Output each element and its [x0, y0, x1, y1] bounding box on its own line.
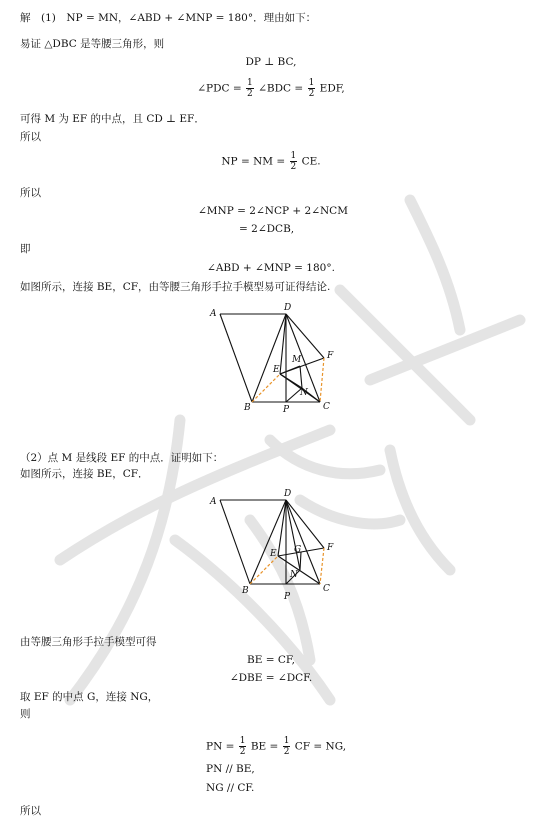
part2-line2: 由等腰三角形手拉手模型可得: [20, 636, 157, 648]
part1-eq2-c: EDF,: [319, 82, 345, 95]
part1-eq3-a: NP = NM =: [221, 155, 286, 168]
fig2-label-p: P: [284, 592, 291, 602]
part2-eq2: ∠DBE = ∠DCF.: [229, 672, 313, 684]
fig2-label-g: G: [294, 545, 302, 555]
part1-eq4: ∠MNP = 2∠NCP + 2∠NCM: [198, 205, 348, 217]
fig2-label-n: N: [290, 570, 298, 580]
figure-1: [200, 300, 350, 420]
part2-line1: 如图所示，连接 BE，CF．: [20, 468, 149, 480]
fig1-label-a: A: [210, 309, 217, 319]
fraction-half: $\frac{1}{2}$: [308, 78, 315, 99]
fig1-label-c: C: [323, 402, 330, 412]
fig2-label-d: D: [284, 489, 292, 499]
part1-line3: 所以: [20, 131, 41, 143]
fraction-half: $\frac{1}{2}$: [283, 736, 290, 757]
part1-line5: 即: [20, 243, 31, 255]
part1-eq2-b: ∠BDC =: [258, 82, 304, 95]
fig1-label-m: M: [292, 355, 302, 365]
part1-eq1: DP ⊥ BC,: [245, 56, 297, 68]
fig1-label-e: E: [273, 365, 280, 375]
fig1-label-n: N: [300, 388, 308, 398]
part2-eq3-a: PN =: [206, 740, 235, 753]
part2-line5: 所以: [20, 805, 41, 817]
fig2-label-c: C: [323, 584, 330, 594]
part2-eq3: [206, 736, 346, 757]
fig2-label-f: F: [327, 543, 334, 553]
fig2-label-a: A: [210, 497, 217, 507]
part1-eq6: ∠ABD + ∠MNP = 180°.: [207, 262, 335, 274]
part1-line2: 可得 M 为 EF 的中点，且 CD ⊥ EF．: [20, 113, 205, 125]
part2-eq5: NG // CF.: [206, 782, 255, 794]
fig1-label-b: B: [244, 403, 251, 413]
fraction-half: $\frac{1}{2}$: [239, 736, 246, 757]
part1-eq3: [0, 151, 542, 172]
part2-eq3-b: BE =: [250, 740, 279, 753]
fig1-label-d: D: [284, 303, 292, 313]
part1-eq5: = 2∠DCB,: [239, 223, 295, 235]
figure-2: [200, 484, 350, 606]
part2-eq3-c: CF = NG,: [294, 740, 347, 753]
fraction-half: $\frac{1}{2}$: [247, 78, 253, 99]
fig1-label-f: F: [327, 351, 334, 361]
part2-line4: 则: [20, 708, 31, 720]
part1-line1: 易证 △DBC 是等腰三角形，则: [20, 38, 165, 50]
part1-eq2-a: ∠PDC =: [197, 82, 242, 95]
part2-eq1: BE = CF,: [247, 654, 295, 666]
part1-line4: 所以: [20, 187, 41, 199]
part2-intro: （2）点 M 是线段 EF 的中点．证明如下：: [20, 452, 224, 464]
part1-eq3-b: CE.: [301, 155, 321, 168]
part1-intro: 解 (1) NP = MN，∠ABD + ∠MNP = 180°．理由如下：: [20, 12, 317, 24]
fig2-label-b: B: [242, 586, 249, 596]
fig2-label-e: E: [270, 549, 277, 559]
part1-eq2: [0, 78, 542, 99]
part1-line6: 如图所示，连接 BE，CF，由等腰三角形手拉手模型易可证得结论.: [20, 281, 331, 293]
part2-line3: 取 EF 的中点 G，连接 NG，: [20, 691, 159, 703]
fig1-label-p: P: [283, 405, 290, 415]
part2-eq4: PN // BE,: [206, 763, 255, 775]
fraction-half: $\frac{1}{2}$: [290, 151, 297, 172]
